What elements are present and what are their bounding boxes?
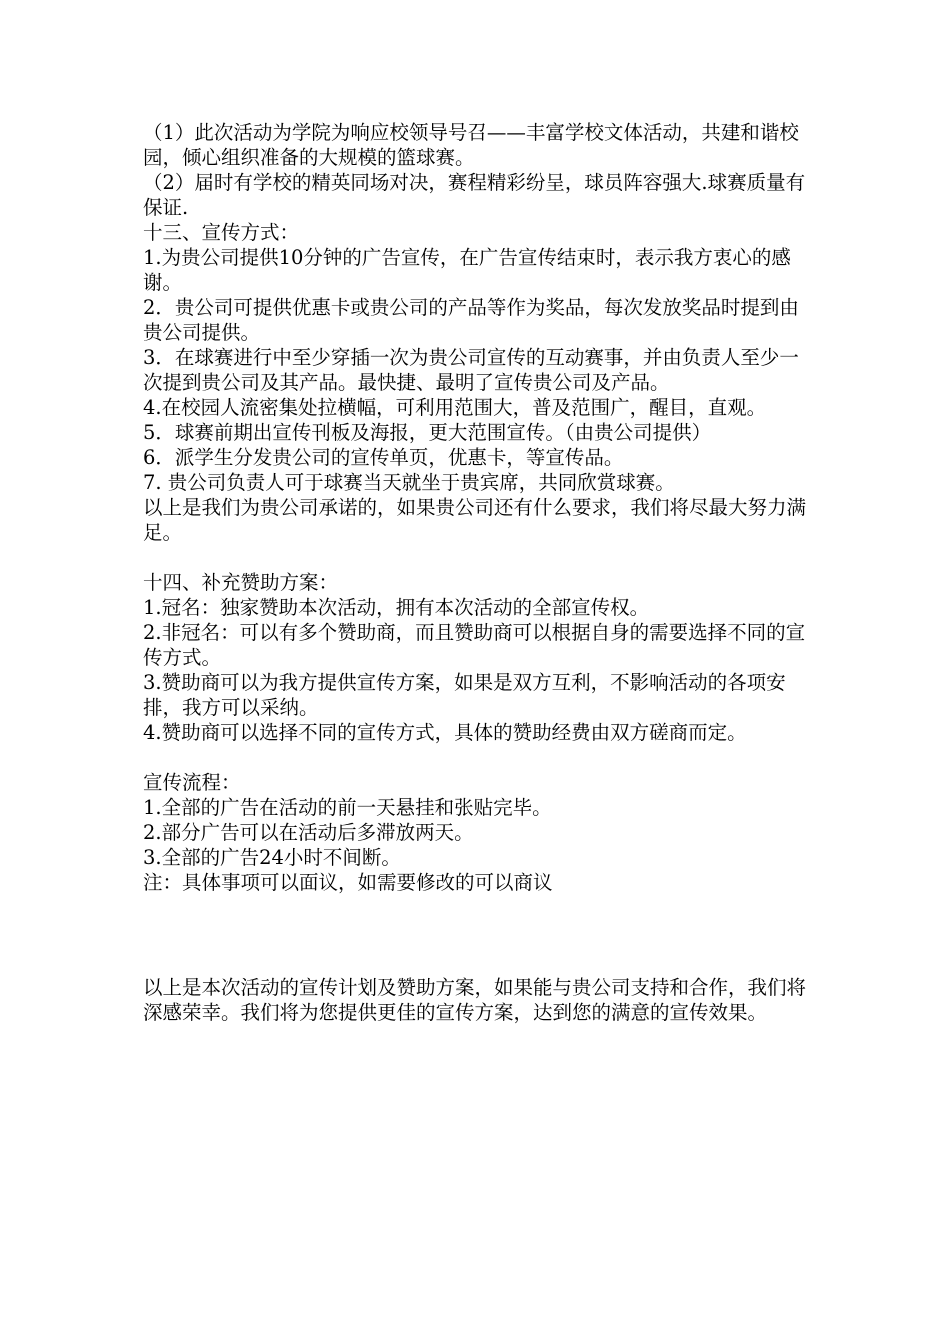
process-heading: 宣传流程：: [143, 771, 241, 794]
intro-paragraph-2: （2）届时有学校的精英同场对决，赛程精彩纷呈，球员阵容强大.球赛质量有保证.: [143, 171, 806, 219]
section-13-heading: 十三、宣传方式：: [143, 221, 300, 244]
section-14-item: 2.非冠名：可以有多个赞助商，而且赞助商可以根据自身的需要选择不同的宣传方式。: [143, 621, 806, 669]
process-item: 2.部分广告可以在活动后多滞放两天。: [143, 821, 474, 844]
section-13-item: 1.为贵公司提供10分钟的广告宣传，在广告宣传结束时，表示我方衷心的感谢。: [143, 246, 791, 294]
document-body: [143, 120, 815, 1025]
section-14-item: 1.冠名：独家赞助本次活动，拥有本次活动的全部宣传权。: [143, 596, 650, 619]
process-item: 1.全部的广告在活动的前一天悬挂和张贴完毕。: [143, 796, 552, 819]
paragraph-spacer: [143, 895, 815, 975]
section-13-item: 4.在校园人流密集处拉横幅，可利用范围大，普及范围广，醒目，直观。: [143, 396, 767, 419]
intro-paragraph-1: （1）此次活动为学院为响应校领导号召——丰富学校文体活动，共建和谐校园，倾心组织准备的大规模的篮球赛。: [143, 121, 799, 169]
section-14-item: 3.赞助商可以为我方提供宣传方案，如果是双方互利，不影响活动的各项安排，我方可以采纳。: [143, 671, 786, 719]
section-13-item: 6．派学生分发贵公司的宣传单页，优惠卡，等宣传品。: [143, 446, 624, 469]
section-13-item: 7. 贵公司负责人可于球赛当天就坐于贵宾席，共同欣赏球赛。: [143, 471, 675, 494]
section-13-item: 2．贵公司可提供优惠卡或贵公司的产品等作为奖品，每次发放奖品时提到由贵公司提供。: [143, 296, 799, 344]
section-14-item: 4.赞助商可以选择不同的宣传方式，具体的赞助经费由双方磋商而定。: [143, 721, 747, 744]
paragraph-spacer: [143, 745, 815, 770]
section-13-item: 5．球赛前期出宣传刊板及海报，更大范围宣传。（由贵公司提供）: [143, 421, 712, 444]
section-14-heading: 十四、补充赞助方案：: [143, 571, 339, 594]
process-item: 3.全部的广告24小时不间断。: [143, 846, 401, 869]
paragraph-spacer: [143, 545, 815, 570]
conclusion-paragraph: 以上是本次活动的宣传计划及赞助方案，如果能与贵公司支持和合作，我们将深感荣幸。我们将为您提供更佳的宣传方案，达到您的满意的宣传效果。: [143, 976, 807, 1024]
process-note: 注：具体事项可以面议，如需要修改的可以商议: [143, 871, 553, 894]
section-13-closing: 以上是我们为贵公司承诺的，如果贵公司还有什么要求，我们将尽最大努力满足。: [143, 496, 807, 544]
section-13-item: 3．在球赛进行中至少穿插一次为贵公司宣传的互动赛事，并由负责人至少一次提到贵公司及其产品。最快捷、最明了宣传贵公司及产品。: [143, 346, 799, 394]
